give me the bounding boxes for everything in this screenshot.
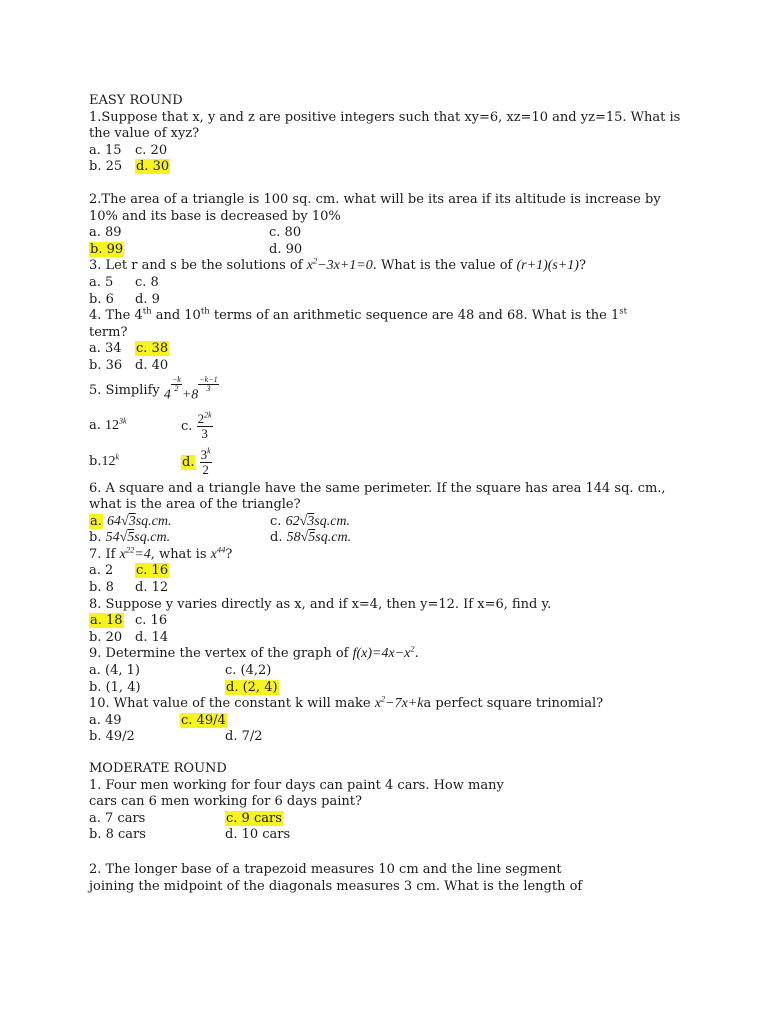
q3-option-c: c. 8 xyxy=(135,274,159,290)
q3-option-a: a. 5 xyxy=(89,274,114,290)
q6-options-row2 xyxy=(89,530,689,547)
q7-option-d: d. 12 xyxy=(135,580,169,596)
mq1-options-row1 xyxy=(89,811,689,828)
q6-options-row1 xyxy=(89,514,689,531)
q3-options-row1 xyxy=(89,275,689,292)
q3-option-d: d. 9 xyxy=(135,291,160,307)
q5-option-c: c. $\frac{2^{2k}}{3}$ xyxy=(181,410,212,441)
q5-option-d-answer: d. $\frac{3^k}{2}$ xyxy=(182,446,211,477)
q3-expression: (r+1)(s+1) xyxy=(516,258,579,274)
q7-option-c-answer: c. 16 xyxy=(136,563,169,579)
q5-options-row1 xyxy=(89,409,689,445)
mq1-options-row2 xyxy=(89,827,689,844)
question-8: 8. Suppose y varies directly as x, and if x=4, then y=12. If x=6, find y. xyxy=(89,596,552,612)
q4-option-d: d. 40 xyxy=(135,357,169,373)
q10-option-d: d. 7/2 xyxy=(225,729,263,745)
q7-options-row2 xyxy=(89,580,689,597)
question-3: 3. Let r and s be the solutions of $x^2-3x+1=0$. What is the value of (r+1)(s+1)? xyxy=(89,255,586,274)
q4-option-b: b. 36 xyxy=(89,357,123,373)
q9-option-c: c. (4,2) xyxy=(225,663,272,679)
mq1-option-a: a. 7 cars xyxy=(89,810,146,826)
q8-option-a-answer: a. 18 xyxy=(90,613,123,629)
question-10: 10. What value of the constant k will make $x^2-7x+ka$ perfect square trinomial? xyxy=(89,693,604,712)
q8-options-row2 xyxy=(89,630,689,647)
q1-option-c: c. 20 xyxy=(135,142,168,158)
q9-options-row2 xyxy=(89,680,689,697)
q10-options-row2 xyxy=(89,729,689,746)
moderate-question-1-line2: cars can 6 men working for 6 days paint? xyxy=(89,794,362,810)
q10-option-c-answer: c. 49/4 xyxy=(181,712,226,728)
q4-option-c-answer: c. 38 xyxy=(136,341,169,357)
document-page xyxy=(89,93,689,895)
q5-expression: 4 $\frac{-k}{2}$ +8 $\frac{-k-1}{3}$ xyxy=(163,374,218,403)
q8-option-b: b. 20 xyxy=(89,629,123,645)
q2-option-c: c. 80 xyxy=(269,225,302,241)
q10-option-a: a. 49 xyxy=(89,712,122,728)
q7-option-b: b. 8 xyxy=(89,580,114,596)
q3-equation: $x^2-3x+1=0$ xyxy=(306,255,373,274)
q9-option-b: b. (1, 4) xyxy=(89,679,141,695)
moderate-question-2-line2: joining the midpoint of the diagonals measures 3 cm. What is the length of xyxy=(89,878,583,894)
q5-option-a: a. $12^{3k}$ xyxy=(89,416,127,434)
q2-options-row2 xyxy=(89,242,689,259)
q6-option-a-answer: a. 64√3sq.cm. xyxy=(90,513,172,529)
q1-options-row1 xyxy=(89,143,689,160)
q4-option-a: a. 34 xyxy=(89,341,122,357)
q3-options-row2 xyxy=(89,292,689,309)
q3-option-b: b. 6 xyxy=(89,291,114,307)
moderate-question-2-line1: 2. The longer base of a trapezoid measures 10 cm and the line segment xyxy=(89,861,562,877)
q2-option-b-answer: b. 99 xyxy=(90,241,124,257)
question-5: 5. Simplify 4 $\frac{-k}{2}$ +8 $\frac{-k-1}{3}$ xyxy=(89,374,218,403)
q1-option-b: b. 25 xyxy=(89,159,123,175)
question-7: 7. If $x^{22}=4$, what is $x^{44}$? xyxy=(89,544,233,562)
question-4-cont: term? xyxy=(89,324,128,340)
q6-option-c: c. 62√3sq.cm. xyxy=(270,513,351,529)
question-2: 2.The area of a triangle is 100 sq. cm. what will be its area if its altitude is increase by 10% and its base is decreased by 10% xyxy=(89,191,661,224)
mq1-option-b: b. 8 cars xyxy=(89,827,146,843)
question-9: 9. Determine the vertex of the graph of $f(x)=4x-x^2$. xyxy=(89,643,419,662)
q9-option-d-answer: d. (2, 4) xyxy=(226,679,278,695)
question-6: 6. A square and a triangle have the same perimeter. If the square has area 144 sq. cm., what is the area of the triangle? xyxy=(89,480,666,513)
q4-options-row2 xyxy=(89,358,689,375)
q6-option-d: d. 58√5sq.cm. xyxy=(270,530,352,546)
q8-option-d: d. 14 xyxy=(135,629,169,645)
q7-options-row1 xyxy=(89,563,689,580)
q1-options-row2 xyxy=(89,159,689,176)
mq1-option-d: d. 10 cars xyxy=(225,827,291,843)
q5-option-b: b.12$^k$ xyxy=(89,452,120,470)
q10-options-row1 xyxy=(89,713,689,730)
q6-option-b: b. 54√5sq.cm. xyxy=(89,530,171,546)
question-4: 4. The 4th and 10th terms of an arithmetic sequence are 48 and 68. What is the 1st xyxy=(89,306,628,324)
mq1-option-c-answer: c. 9 cars xyxy=(226,810,282,826)
q1-option-a: a. 15 xyxy=(89,142,122,158)
question-1: 1.Suppose that x, y and z are positive integers such that xy=6, xz=10 and yz=15. What is the value of xyz? xyxy=(89,109,681,142)
q2-options-row1 xyxy=(89,225,689,242)
easy-round-title: EASY ROUND xyxy=(89,93,183,108)
moderate-round-title: MODERATE ROUND xyxy=(89,761,227,776)
q2-option-d: d. 90 xyxy=(269,241,303,257)
q5-options-row2 xyxy=(89,445,689,481)
q9-options-row1 xyxy=(89,663,689,680)
q7-option-a: a. 2 xyxy=(89,563,114,579)
q8-options-row1 xyxy=(89,613,689,630)
q9-option-a: a. (4, 1) xyxy=(89,663,140,679)
moderate-question-1-line1: 1. Four men working for four days can paint 4 cars. How many xyxy=(89,777,504,793)
q10-option-b: b. 49/2 xyxy=(89,729,135,745)
q1-option-d-answer: d. 30 xyxy=(136,159,170,175)
q8-option-c: c. 16 xyxy=(135,613,168,629)
q4-options-row1 xyxy=(89,341,689,358)
q2-option-a: a. 89 xyxy=(89,225,122,241)
